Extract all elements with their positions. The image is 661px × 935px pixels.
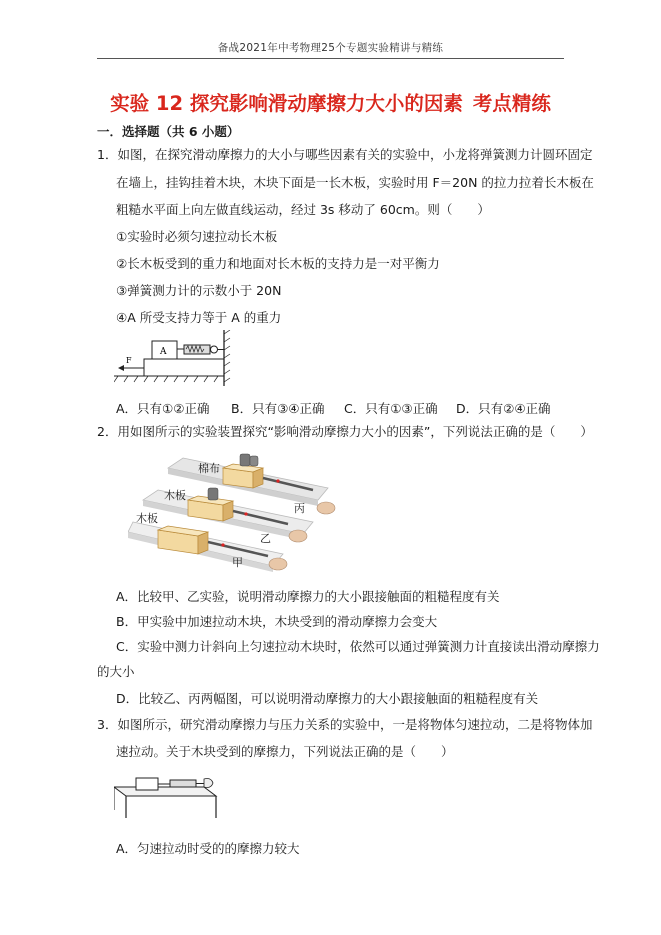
q1-option-b: B．只有③④正确 [231, 401, 325, 416]
q2-option-d: D．比较乙、丙两幅图，可以说明滑动摩擦力的大小跟接触面的粗糙程度有关 [116, 691, 539, 706]
spring-scale [170, 780, 196, 787]
block [136, 778, 158, 790]
q1-stem-line: 在墙上，挂钩挂着木块，木块下面是一长木板，实验时用 F＝20N 的拉力拉着长木板在 [116, 175, 594, 190]
q1-statement: ①实验时必须匀速拉动长木板 [116, 229, 278, 244]
q1-stem-line: 1．如图，在探究滑动摩擦力的大小与哪些因素有关的实验中，小龙将弹簧测力计圆环固定 [97, 147, 593, 162]
q2-option-b: B．甲实验中加速拉动木块，木块受到的滑动摩擦力会变大 [116, 614, 438, 629]
section-heading: 一．选择题（共 6 小题） [97, 124, 240, 139]
q1-option-c: C．只有①③正确 [344, 401, 438, 416]
q3-stem-line: 3．如图所示，研究滑动摩擦力与压力关系的实验中，一是将物体匀速拉动，二是将物体加 [97, 717, 593, 732]
surface-label-wood-middle: 木板 [164, 489, 186, 502]
q1-figure [114, 330, 234, 386]
q3-option-a: A．匀速拉动时受的的摩擦力较大 [116, 841, 300, 856]
figure-label-yi: 乙 [260, 532, 271, 545]
surface-label-wood-front: 木板 [136, 512, 158, 525]
force-label: F [126, 356, 132, 365]
table-top [114, 787, 216, 796]
q2-figure [128, 450, 358, 578]
q2-option-a: A．比较甲、乙实验，说明滑动摩擦力的大小跟接触面的粗糙程度有关 [116, 589, 500, 604]
q1-option-d: D．只有②④正确 [456, 401, 551, 416]
q3-figure [114, 770, 224, 820]
figure-label-bing: 丙 [294, 502, 305, 515]
hand [204, 779, 213, 788]
surface-label-cotton: 棉布 [198, 462, 220, 475]
block-a-label: A [160, 347, 167, 357]
q3-stem-line: 速拉动。关于木块受到的摩擦力，下列说法正确的是（ ） [116, 744, 454, 759]
q2-stem: 2．用如图所示的实验装置探究“影响滑动摩擦力大小的因素”，下列说法正确的是（ ） [97, 424, 593, 439]
q2-option-c: C．实验中测力计斜向上匀速拉动木块时，依然可以通过弹簧测力计直接读出滑动摩擦力 [116, 639, 600, 654]
header-rule [97, 58, 564, 59]
ring [211, 346, 218, 353]
q2-option-c-continued: 的大小 [97, 664, 135, 679]
long-board [144, 359, 224, 376]
figure-label-jia: 甲 [232, 556, 243, 569]
title-main: 实验 12 探究影响滑动摩擦力大小的因素 [110, 92, 463, 115]
title-sub: 考点精练 [472, 92, 551, 115]
force-arrowhead [118, 365, 124, 371]
q1-statement: ③弹簧测力计的示数小于 20N [116, 283, 282, 298]
q1-statement: ④A 所受支持力等于 A 的重力 [116, 310, 282, 325]
q1-option-a: A．只有①②正确 [116, 401, 210, 416]
page-title [0, 88, 661, 116]
page-header: 备战2021年中考物理25个专题实验精讲与精练 [217, 42, 444, 54]
q1-statement: ②长木板受到的重力和地面对长木板的支持力是一对平衡力 [116, 256, 440, 271]
q1-stem-line: 粗糙水平面上向左做直线运动，经过 3s 移动了 60cm。则（ ） [116, 202, 490, 217]
